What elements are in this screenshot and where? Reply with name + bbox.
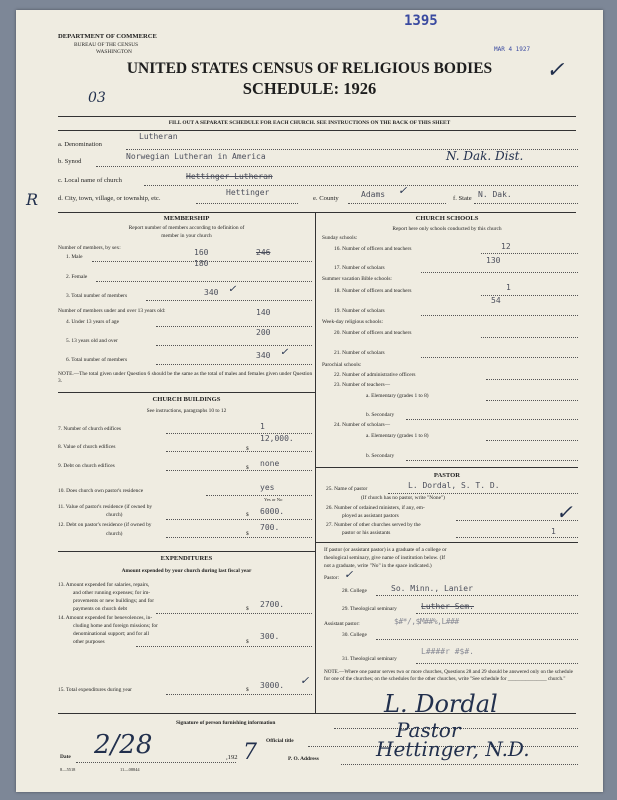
q11-label: 11. Value of pastor's residence (if owned by — [58, 504, 153, 510]
field-line — [146, 300, 312, 301]
signature-value: L. Dordal — [384, 690, 498, 718]
q11-value: 6000. — [260, 507, 285, 516]
field-line — [341, 764, 578, 765]
county-label: e. County — [313, 195, 339, 202]
q25-value: L. Dordal, S. T. D. — [408, 481, 500, 490]
synod-value: Norwegian Lutheran in America — [126, 152, 266, 161]
q13-label-cont: and other running expenses; for im- — [73, 590, 151, 596]
synod-label: b. Synod — [58, 158, 82, 165]
denomination-value: Lutheran — [139, 132, 178, 141]
field-line — [376, 595, 578, 596]
schools-sub: Report here only schools conducted by this church — [392, 226, 502, 232]
check-mark-icon: ✓ — [300, 674, 310, 687]
dollar-sign: $ — [246, 446, 249, 452]
q4-label: 4. Under 13 years of age — [66, 319, 119, 325]
received-date-stamp: MAR 4 1927 — [494, 46, 531, 53]
signature-label: Signature of person furnishing information — [176, 720, 276, 726]
expenditures-sub: Amount expended by your church during last fiscal year — [121, 568, 252, 574]
schedule-title: SCHEDULE: 1926 — [242, 79, 377, 98]
divider — [58, 212, 576, 213]
q20-label: 20. Number of officers and teachers — [334, 330, 412, 336]
field-line — [96, 166, 578, 167]
denomination-label: a. Denomination — [58, 141, 102, 148]
date-value: 2/28 — [94, 730, 153, 760]
q8-value: 12,000. — [260, 434, 294, 443]
year-value: 7 — [243, 740, 257, 765]
field-line — [206, 495, 312, 496]
q27-label-cont: pastor or his assistants — [342, 530, 391, 536]
q12-label: 12. Debt on pastor's residence (if owned by — [58, 522, 152, 528]
q6-label: 6. Total number of members — [66, 357, 128, 363]
q10-label: 10. Does church own pastor's residence — [58, 488, 144, 494]
local-name-value: Hettinger Lutheran — [186, 172, 273, 181]
q26-label-cont: ployed as assistant pastors — [342, 513, 399, 519]
check-mark-icon: ✓ — [546, 58, 565, 83]
q1-value: 160 — [194, 248, 209, 257]
official-title-value: Pastor — [396, 718, 461, 742]
field-line — [136, 646, 312, 647]
membership-note: NOTE.—The total given under Question 6 should be the same as the total of males and females given under Question 3. — [58, 371, 313, 384]
q5-label: 5. 13 years old and over — [66, 338, 118, 344]
state-value: N. Dak. — [478, 190, 512, 199]
q5-value: 200 — [256, 328, 271, 337]
q27-label: 27. Number of other churches served by the — [326, 522, 421, 528]
q23-label: 23. Number of teachers— — [334, 382, 390, 388]
census-schedule-form — [16, 10, 603, 792]
divider — [58, 551, 315, 552]
q14-value: 300. — [260, 632, 280, 641]
synod-note: N. Dak. Dist. — [446, 149, 524, 163]
divider — [316, 467, 578, 468]
q1-alt-value: 246 — [256, 248, 271, 257]
q17-label: 17. Number of scholars — [334, 265, 385, 271]
q9-value: none — [260, 459, 280, 468]
field-line — [486, 440, 578, 441]
q13-label-cont: payments on church debt — [73, 606, 128, 612]
q28-label: 28. College — [342, 588, 367, 594]
q23a-label: a. Elementary (grades 1 to 8) — [366, 393, 429, 399]
field-line — [166, 451, 312, 452]
dollar-sign: $ — [246, 606, 249, 612]
q24-label: 24. Number of scholars— — [334, 422, 390, 428]
expenditures-heading: EXPENDITURES — [160, 555, 213, 562]
graduate-instruction: not a graduate, write "No" in the space indicated.) — [324, 563, 432, 569]
divider — [58, 130, 576, 131]
q8-label: 8. Value of church edifices — [58, 444, 116, 450]
field-line — [196, 203, 298, 204]
yes-no-hint: Yes or No — [264, 497, 283, 502]
instruction-text: FILL OUT A SEPARATE SCHEDULE FOR EACH CHURCH. SEE INSTRUCTIONS ON THE BACK OF THIS SHEET — [168, 120, 451, 126]
q7-label: 7. Number of church edifices — [58, 426, 122, 432]
check-mark-icon: ✓ — [344, 568, 354, 581]
q18-value: 1 — [506, 283, 511, 292]
schools-heading: CHURCH SCHOOLS — [415, 215, 479, 222]
q31-label: 31. Theological seminary — [342, 656, 397, 662]
dollar-sign: $ — [246, 465, 249, 471]
field-line — [76, 762, 236, 763]
field-line — [166, 537, 312, 538]
official-title-label: Official title — [266, 738, 294, 744]
assistant-sublabel: Assistant pastor: — [324, 621, 360, 627]
buildings-sub: See instructions, paragraphs 10 to 12 — [146, 408, 227, 414]
q11-label-cont: church) — [106, 512, 123, 518]
q2-label: 2. Female — [66, 274, 88, 280]
q17-value: 130 — [486, 256, 501, 265]
pastor-sublabel: Pastor: — [324, 575, 339, 581]
q24b-label: b. Secondary — [366, 453, 395, 459]
divider — [316, 542, 578, 543]
field-line — [388, 493, 578, 494]
column-divider — [315, 212, 316, 713]
field-line — [96, 281, 312, 282]
membership-heading: MEMBERSHIP — [163, 215, 210, 222]
membership-intro: member in your church — [161, 233, 212, 239]
q13-label: 13. Amount expended for salaries, repairs, — [58, 582, 150, 588]
q21-label: 21. Number of scholars — [334, 350, 385, 356]
divider — [58, 713, 576, 714]
field-line — [156, 345, 312, 346]
q13-label-cont: provements or new buildings; and for — [73, 598, 154, 604]
q12-value: 700. — [260, 523, 280, 532]
dollar-sign: $ — [246, 512, 249, 518]
graduate-instruction: If pastor (or assistant pastor) is a graduate of a college or — [324, 547, 447, 553]
field-line — [456, 537, 578, 538]
field-line — [156, 613, 312, 614]
q30-label: 30. College — [342, 632, 367, 638]
field-line — [421, 315, 578, 316]
divider — [58, 116, 576, 117]
q10-value: yes — [260, 483, 275, 492]
po-address-value: Hettinger, N.D. — [376, 737, 530, 761]
field-line — [421, 357, 578, 358]
field-line — [421, 272, 578, 273]
weekday-heading: Week-day religious schools: — [322, 319, 383, 325]
q7-value: 1 — [260, 422, 265, 431]
q24a-label: a. Elementary (grades 1 to 8) — [366, 433, 429, 439]
field-line — [166, 694, 312, 695]
state-label: f. State — [453, 195, 472, 202]
field-line — [376, 639, 578, 640]
q14-label-cont: denominational support; and for all — [73, 631, 150, 637]
city-value: Hettinger — [226, 188, 270, 197]
dollar-sign: $ — [246, 639, 249, 645]
field-line — [406, 419, 578, 420]
q3-value: 340 — [204, 288, 219, 297]
field-line — [416, 613, 578, 614]
field-line — [166, 470, 312, 471]
field-line — [156, 326, 312, 327]
city-name: WASHINGTON — [96, 49, 132, 55]
check-mark-icon: ✓ — [398, 184, 408, 197]
pastor-note: NOTE.—Where one pastor serves two or more churches, Questions 28 and 29 should be answered only on the schedule for one of the churches; on the schedules for the other churches, write "See schedule for _______________ church." — [324, 669, 573, 682]
membership-intro: Report number of members according to definition of — [128, 225, 245, 231]
q12-label-cont: church) — [106, 531, 123, 537]
local-name-label: c. Local name of church — [58, 177, 122, 184]
q29-label: 29. Theological seminary — [342, 606, 397, 612]
divider — [58, 392, 315, 393]
field-line — [486, 379, 578, 380]
date-label: Date — [60, 754, 71, 760]
pastor-heading: PASTOR — [433, 472, 461, 479]
q13-value: 2700. — [260, 600, 285, 609]
by-sex-label: Number of members, by sex: — [58, 245, 121, 251]
q14-label-cont: cluding home and foreign missions; for — [73, 623, 158, 629]
dollar-sign: $ — [246, 687, 249, 693]
form-title: UNITED STATES CENSUS OF RELIGIOUS BODIES — [126, 60, 493, 77]
field-line — [348, 203, 446, 204]
struck-out-typing: L####r #$#. — [421, 647, 474, 656]
field-line — [406, 460, 578, 461]
q1-label: 1. Male — [66, 254, 83, 260]
q2-value: 180 — [194, 259, 209, 268]
q15-label: 15. Total expenditures during year — [58, 687, 132, 693]
q14-label: 14. Amount expended for benevolences, in- — [58, 615, 153, 621]
parochial-heading: Parochial schools: — [322, 362, 362, 368]
q22-label: 22. Number of administrative officers — [334, 372, 416, 378]
field-line — [481, 253, 578, 254]
red-mark: 03 — [88, 90, 106, 106]
q6-value: 340 — [256, 351, 271, 360]
q15-value: 3000. — [260, 681, 285, 690]
q19-label: 19. Number of scholars — [334, 308, 385, 314]
city-label: d. City, town, village, or township, etc. — [58, 195, 161, 202]
field-line — [156, 364, 312, 365]
field-line — [166, 519, 312, 520]
graduate-instruction: theological seminary, give name of institution below. (If — [324, 555, 446, 561]
dollar-sign: $ — [246, 531, 249, 537]
year-prefix: ,192 — [226, 754, 238, 761]
q27-value: 1 — [551, 527, 556, 536]
field-line — [144, 185, 578, 186]
q25-note: (If church has no pastor, write "None") — [361, 495, 445, 501]
q16-label: 16. Number of officers and teachers — [334, 246, 412, 252]
sunday-heading: Sunday schools: — [322, 235, 358, 241]
field-line — [486, 400, 578, 401]
buildings-heading: CHURCH BUILDINGS — [152, 396, 221, 403]
age-heading: Number of members under and over 13 years old: — [58, 308, 166, 314]
check-mark-icon: ✓ — [228, 284, 237, 295]
form-number: 11—08844 — [120, 767, 140, 772]
department-name: DEPARTMENT OF COMMERCE — [58, 33, 157, 40]
q29-value: Luther Sem. — [421, 602, 474, 611]
vacation-heading: Summer vacation Bible schools: — [322, 276, 392, 282]
bureau-name: BUREAU OF THE CENSUS — [74, 42, 139, 48]
q4-value: 140 — [256, 308, 271, 317]
q25-label: 25. Name of pastor — [326, 486, 368, 492]
stamp-number: 1395 — [404, 13, 438, 29]
q23b-label: b. Secondary — [366, 412, 395, 418]
check-mark-icon: ✓ — [556, 500, 573, 524]
margin-mark: R — [26, 190, 39, 209]
q26-label: 26. Number of ordained ministers, if any, em- — [326, 505, 425, 511]
q28-value: So. Minn., Lanier — [391, 584, 473, 593]
county-value: Adams — [361, 190, 386, 199]
po-address-label: P. O. Address — [288, 756, 319, 762]
field-line — [416, 663, 578, 664]
field-line — [474, 203, 578, 204]
q14-label-cont: other purposes — [73, 639, 105, 645]
q16-value: 12 — [501, 242, 511, 251]
q3-label: 3. Total number of members — [66, 293, 128, 299]
struck-out-typing: $#*/,$M##%,L### — [394, 617, 459, 626]
form-number: 8—5518 — [60, 767, 76, 772]
q19-value: 54 — [491, 296, 501, 305]
field-line — [481, 337, 578, 338]
q18-label: 18. Number of officers and teachers — [334, 288, 412, 294]
check-mark-icon: ✓ — [280, 347, 289, 358]
q9-label: 9. Debt on church edifices — [58, 463, 115, 469]
